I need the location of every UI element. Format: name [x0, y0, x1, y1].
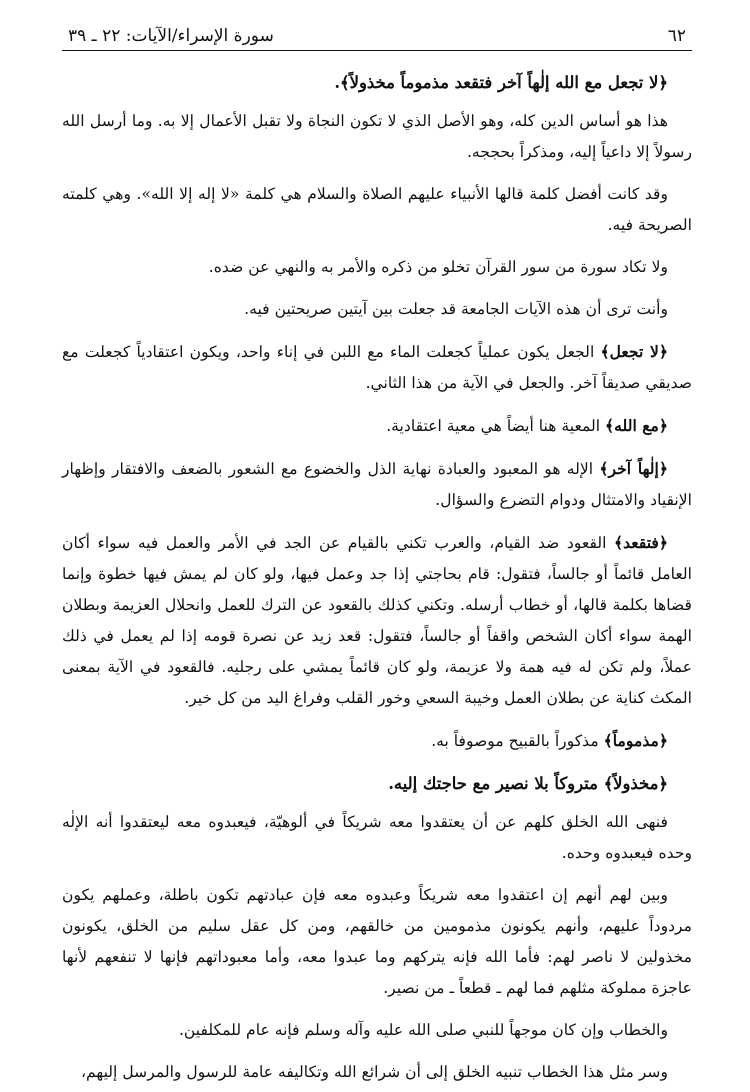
term-paragraph: ﴿لا تجعل﴾ الجعل يكون عملياً كجعلت الماء مع اللبن في إناء واحد، ويكون اعتقادياً كجعلت مع صديقي صديقاً آخر. والجعل في الآية من هذا الثاني. [62, 342, 692, 392]
paragraph: والخطاب وإن كان موجهاً للنبي صلى الله عليه وآله وسلم فإنه عام للمكلفين. [178, 1021, 668, 1039]
page-header [62, 26, 692, 51]
term-label: ﴿فتقعد﴾ [613, 533, 668, 552]
paragraph: هذا هو أساس الدين كله، وهو الأصل الذي لا تكون النجاة ولا تقبل الأعمال إلا به. وما أرسل الله رسولاً إلا داعياً إليه، ومذكراً بحججه. [62, 112, 692, 161]
term-label: ﴿مذموماً﴾ [603, 731, 668, 750]
paragraph: وقد كانت أفضل كلمة قالها الأنبياء عليهم الصلاة والسلام هي كلمة «لا إله إلا الله». وهي كلمته الصريحة فيه. [62, 185, 692, 234]
paragraph: وأنت ترى أن هذه الآيات الجامعة قد جعلت بين آيتين صريحتين فيه. [244, 300, 668, 318]
page-body [62, 51, 692, 1088]
term-paragraph: ﴿مع الله﴾ المعية هنا أيضاً هي معية اعتقادية. [386, 416, 668, 435]
term-label: ﴿إلٰهاً آخر﴾ [599, 459, 668, 478]
running-title: سورة الإسراء/الآيات: ٢٢ ـ ٣٩ [68, 26, 274, 46]
verse-heading: ﴿لا تجعل مع الله إلٰهاً آخر فتقعد مذموماً مخذولاً﴾. [334, 73, 668, 92]
term-paragraph: ﴿مذموماً﴾ مذكوراً بالقبيح موصوفاً به. [431, 731, 668, 750]
paragraph: وبين لهم أنهم إن اعتقدوا معه شريكاً وعبدوه معه فإن عبادتهم تكون باطلة، وعملهم يكون مردوداً عليهم، وأنهم يكونون مذمومين من خالقهم، ومن كل عقل سليم من الخلق، يكونون مخذولين لا ناصر لهم: فأما الله فإنه يتركهم وما عبدوا معه، وأما معبوداتهم فإنها لا تنفعهم لأنها عاجزة مملوكة مثلهم فما لهم ـ قطعاً ـ من نصير. [62, 886, 692, 997]
page-number: ٦٢ [667, 26, 686, 46]
paragraph: وسر مثل هذا الخطاب تنبيه الخلق إلى أن شرائع الله وتكاليفه عامة للرسول والمرسل إليهم، [81, 1063, 668, 1081]
term-label: ﴿مع الله﴾ [605, 416, 668, 435]
term-paragraph: ﴿إلٰهاً آخر﴾ الإله هو المعبود والعبادة نهاية الذل والخضوع مع الشعور بالضعف والافتقار وإظهار الإنقياد والامتثال ودوام التضرع والسؤال. [62, 459, 692, 509]
term-label: ﴿مخذولاً﴾ [603, 774, 668, 793]
term-paragraph: ﴿مخذولاً﴾ متروكاً بلا نصير مع حاجتك إليه. [388, 774, 668, 793]
term-label: ﴿لا تجعل﴾ [600, 342, 668, 361]
term-paragraph: ﴿فتقعد﴾ القعود ضد القيام، والعرب تكني بالقيام عن الجد في الأمر والعمل فيه سواء أكان العامل قائماً أو جالساً، فتقول: قام بحاجتي إذا جد وعمل فيها، ولو كان لم يمش فيها خطوة وإنما قضاها بكلمة قالها، أو خطاب أرسله. وتكني كذلك بالقعود عن الترك للعمل وانحلال العزيمة وبطلان الهمة سواء أكان الشخص واقفاً أو جالساً، فتقول: قعد زيد عن نصرة قومه إذا لم يعمل في ذلك عملاً، ولم تكن له فيه همة ولا عزيمة، ولو كان قائماً يمشي على رجليه. فالقعود في الآية بمعنى المكث كناية عن بطلان العمل وخيبة السعي وخور القلب وفراغ اليد من كل خير. [62, 533, 692, 707]
paragraph: فنهى الله الخلق كلهم عن أن يعتقدوا معه شريكاً في ألوهيّة، فيعبدوه معه ليعتقدوا أنه الإلٰه وحده فيعبدوه وحده. [62, 813, 692, 862]
paragraph: ولا تكاد سورة من سور القرآن تخلو من ذكره والأمر به والنهي عن ضده. [208, 258, 668, 276]
